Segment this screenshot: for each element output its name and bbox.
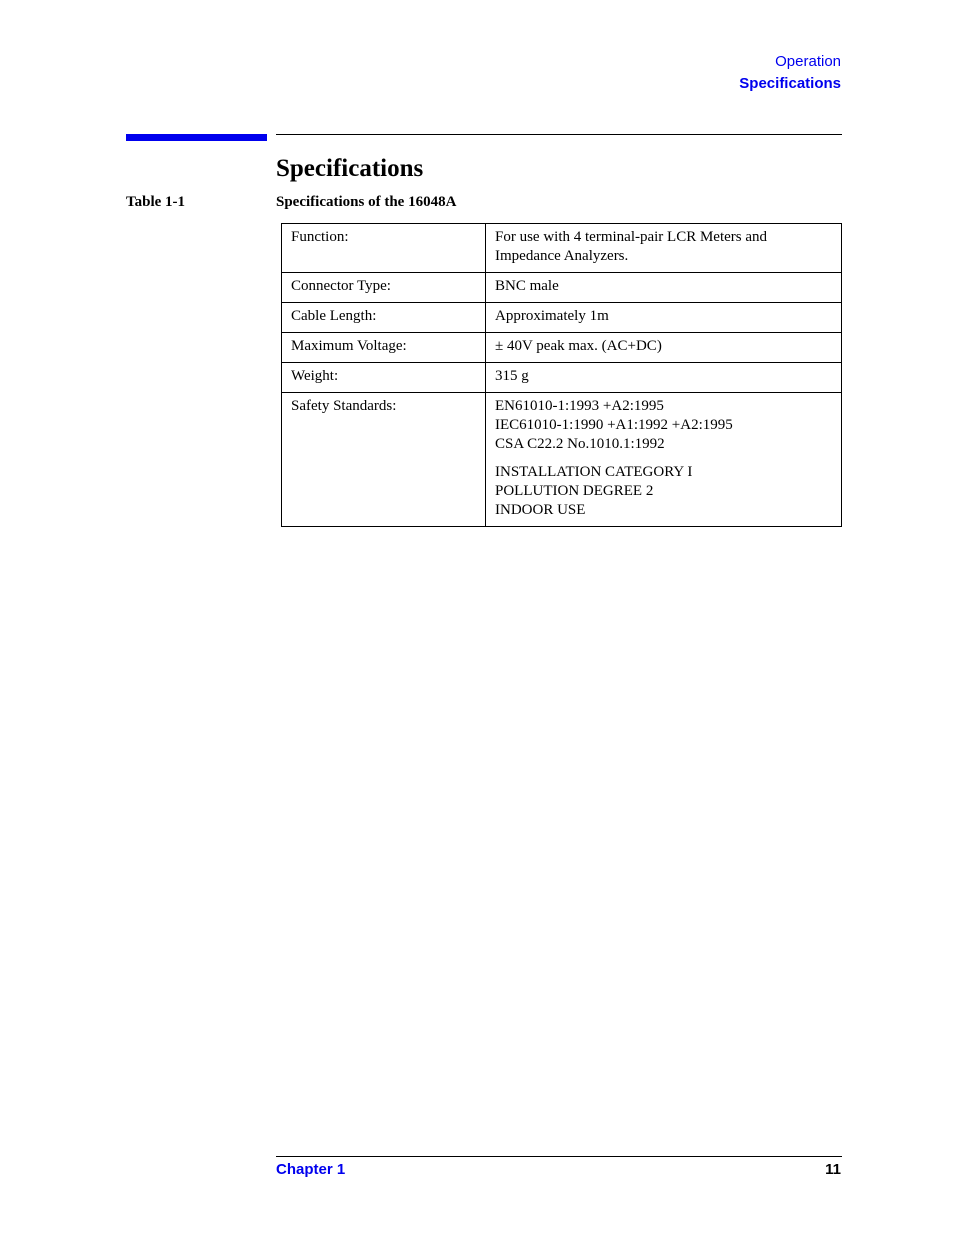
spec-value	[486, 224, 842, 273]
spec-value	[486, 393, 842, 527]
spec-label: Cable Length:	[282, 303, 486, 333]
spec-value-line: POLLUTION DEGREE 2	[495, 483, 654, 499]
header-rule	[276, 134, 842, 135]
table-caption: Specifications of the 16048A	[276, 194, 457, 210]
spec-value	[486, 273, 842, 303]
table-row	[282, 393, 842, 527]
footer-rule	[276, 1156, 842, 1157]
footer-chapter: Chapter 1	[276, 1161, 346, 1178]
table-row	[282, 224, 842, 273]
spec-label: Maximum Voltage:	[282, 333, 486, 363]
table-row	[282, 333, 842, 363]
table-number: Table 1-1	[126, 194, 186, 210]
spec-value-line: IEC61010-1:1990 +A1:1992 +A2:1995	[495, 417, 733, 433]
spec-label: Connector Type:	[282, 273, 486, 303]
table-row	[282, 273, 842, 303]
spec-table	[281, 223, 842, 527]
spec-label: Safety Standards:	[282, 393, 486, 527]
page-title: Specifications	[276, 155, 424, 182]
spec-value-line: EN61010-1:1993 +A2:1995	[495, 398, 664, 414]
spec-value-line: Approximately 1m	[495, 308, 609, 324]
spec-value-line: BNC male	[495, 278, 559, 294]
spec-label: Function:	[282, 224, 486, 273]
spec-value-line: Impedance Analyzers.	[495, 248, 629, 264]
spec-label: Weight:	[282, 363, 486, 393]
spec-value-line: ± 40V peak max. (AC+DC)	[495, 338, 662, 354]
spec-value	[486, 363, 842, 393]
table-row	[282, 363, 842, 393]
spec-value	[486, 333, 842, 363]
header-section-name: Specifications	[739, 75, 841, 92]
header-chapter-name: Operation	[775, 53, 841, 70]
spec-value	[486, 303, 842, 333]
running-header	[739, 51, 841, 95]
page-number: 11	[825, 1161, 841, 1178]
spec-value-line: INSTALLATION CATEGORY I	[495, 464, 693, 480]
section-accent-bar	[126, 134, 267, 141]
spec-value-line: 315 g	[495, 368, 529, 384]
spec-value-line: CSA C22.2 No.1010.1:1992	[495, 436, 665, 452]
spec-value-line: For use with 4 terminal-pair LCR Meters and	[495, 229, 768, 245]
spec-value-line: INDOOR USE	[495, 502, 586, 518]
table-row	[282, 303, 842, 333]
